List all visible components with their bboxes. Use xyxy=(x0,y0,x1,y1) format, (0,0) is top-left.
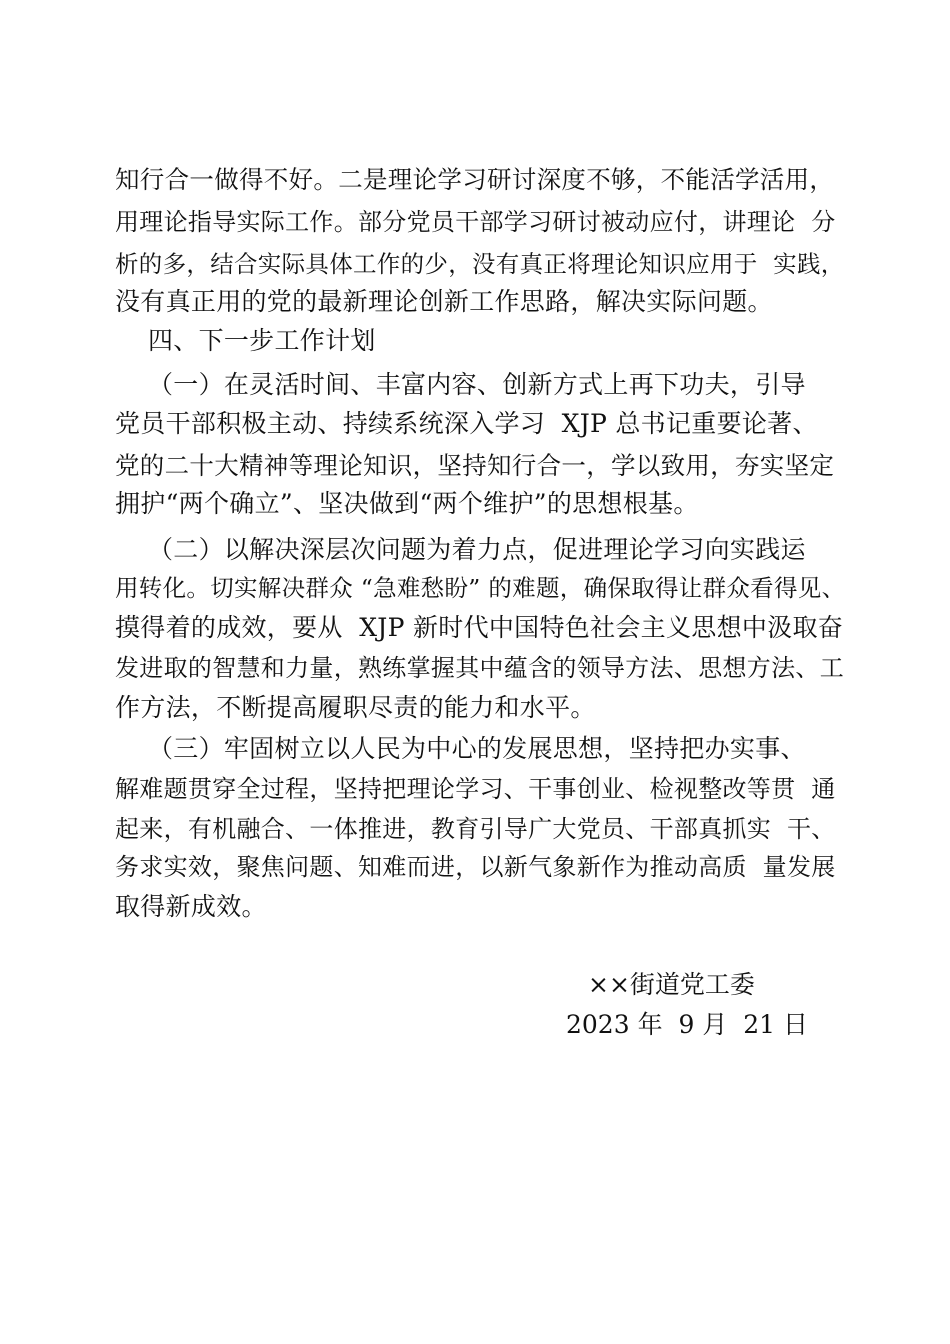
body-text-line: （三）牢固树立以人民为中心的发展思想，坚持把办实事、 xyxy=(115,734,806,763)
body-text-line: 摸得着的成效，要从 XJP 新时代中国特色社会主义思想中汲取奋 xyxy=(115,613,844,642)
body-text-line: 发进取的智慧和力量，熟练掌握其中蕴含的领导方法、思想方法、工 xyxy=(115,654,844,682)
body-text-line: 用转化。切实解决群众 “急难愁盼” 的难题，确保取得让群众看得见、 xyxy=(115,574,846,602)
body-text-line: 取得新成效。 xyxy=(115,892,267,921)
body-text-line: 用理论指导实际工作。部分党员干部学习研讨被动应付，讲理论 分 xyxy=(115,208,836,236)
section-heading: 四、下一步工作计划 xyxy=(115,326,376,355)
signature-date: 2023 年 9 月 21 日 xyxy=(566,1010,808,1039)
body-text-line: 知行合一做得不好。二是理论学习研讨深度不够，不能活学活用， xyxy=(115,165,835,194)
body-text-line: 务求实效，聚焦问题、知难而进，以新气象新作为推动高质 量发展 xyxy=(115,853,836,881)
signature-org: ××街道党工委 xyxy=(588,970,755,999)
body-text-line: （二）以解决深层次问题为着力点，促进理论学习向实践运 xyxy=(115,535,806,564)
body-text-line: 没有真正用的党的最新理论创新工作思路，解决实际问题。 xyxy=(115,287,773,316)
body-text-line: 党的二十大精神等理论知识，坚持知行合一，学以致用，夯实坚定 xyxy=(115,451,835,480)
body-text-line: 党员干部积极主动、持续系统深入学习 XJP 总书记重要论著、 xyxy=(115,409,818,438)
body-text-line: （一）在灵活时间、丰富内容、创新方式上再下功夫，引导 xyxy=(115,370,806,399)
body-text-line: 拥护“两个确立”、坚决做到“两个维护”的思想根基。 xyxy=(115,489,699,518)
body-text-line: 析的多，结合实际具体工作的少，没有真正将理论知识应用于 实践， xyxy=(115,250,845,278)
body-text-line: 解难题贯穿全过程，坚持把理论学习、干事创业、检视整改等贯 通 xyxy=(115,775,836,803)
body-text-line: 作方法，不断提高履职尽责的能力和水平。 xyxy=(115,693,596,722)
body-text-line: 起来，有机融合、一体推进，教育引导广大党员、干部真抓实 干、 xyxy=(115,815,836,843)
